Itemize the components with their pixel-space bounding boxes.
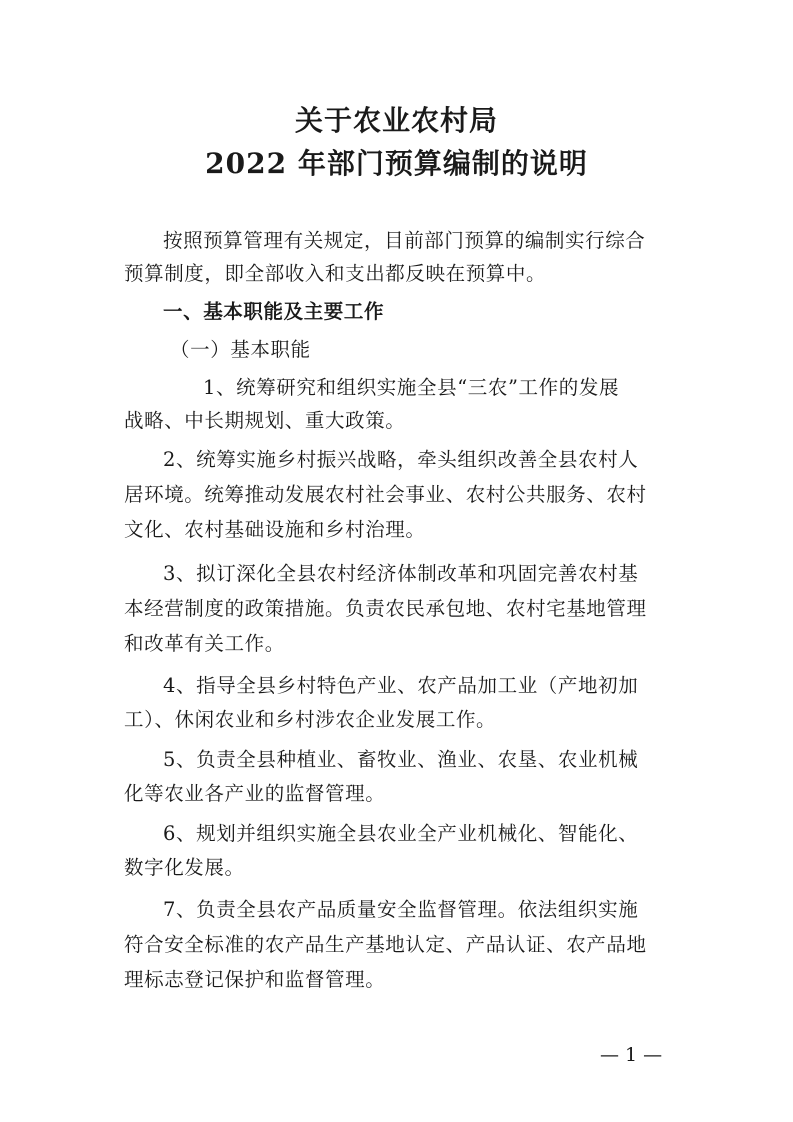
section-heading: 一、基本职能及主要工作 [163, 300, 385, 323]
document-title-line2: 2022 年部门预算编制的说明 [205, 147, 588, 180]
item-line: 符合安全标准的农产品生产基地认定、产品认证、农产品地 [124, 933, 647, 956]
item-line: 居环境。统筹推动发展农村社会事业、农村公共服务、农村 [124, 483, 647, 506]
item-line: 化等农业各产业的监督管理。 [124, 782, 386, 805]
intro-line: 按照预算管理有关规定，目前部门预算的编制实行综合 [163, 229, 646, 252]
document-title-line1: 关于农业农村局 [294, 104, 498, 137]
item-line: 工）、休闲农业和乡村涉农企业发展工作。 [124, 708, 497, 731]
item-line: 1、统筹研究和组织实施全县“三农”工作的发展 [203, 376, 620, 399]
item-line: 7、负责全县农产品质量安全监督管理。依法组织实施 [163, 898, 639, 921]
item-line: 4、指导全县乡村特色产业、农产品加工业（产地初加 [163, 674, 639, 697]
item-line: 战略、中长期规划、重大政策。 [124, 409, 406, 432]
item-line: 数字化发展。 [124, 856, 245, 879]
item-line: 理标志登记保护和监督管理。 [124, 968, 386, 991]
item-line: 和改革有关工作。 [124, 632, 285, 655]
item-line: 文化、农村基础设施和乡村治理。 [124, 518, 426, 541]
item-line: 本经营制度的政策措施。负责农民承包地、农村宅基地管理 [124, 597, 647, 620]
item-line: 2、统筹实施乡村振兴战略，牵头组织改善全县农村人 [163, 448, 639, 471]
page-number: — 1 — [600, 1044, 663, 1066]
item-line: 3、拟订深化全县农村经济体制改革和巩固完善农村基 [163, 562, 639, 585]
section-subheading: （一）基本职能 [170, 338, 311, 361]
item-line: 5、负责全县种植业、畜牧业、渔业、农垦、农业机械 [163, 748, 639, 771]
item-line: 6、规划并组织实施全县农业全产业机械化、智能化、 [163, 822, 639, 845]
intro-line: 预算制度，即全部收入和支出都反映在预算中。 [124, 262, 547, 285]
